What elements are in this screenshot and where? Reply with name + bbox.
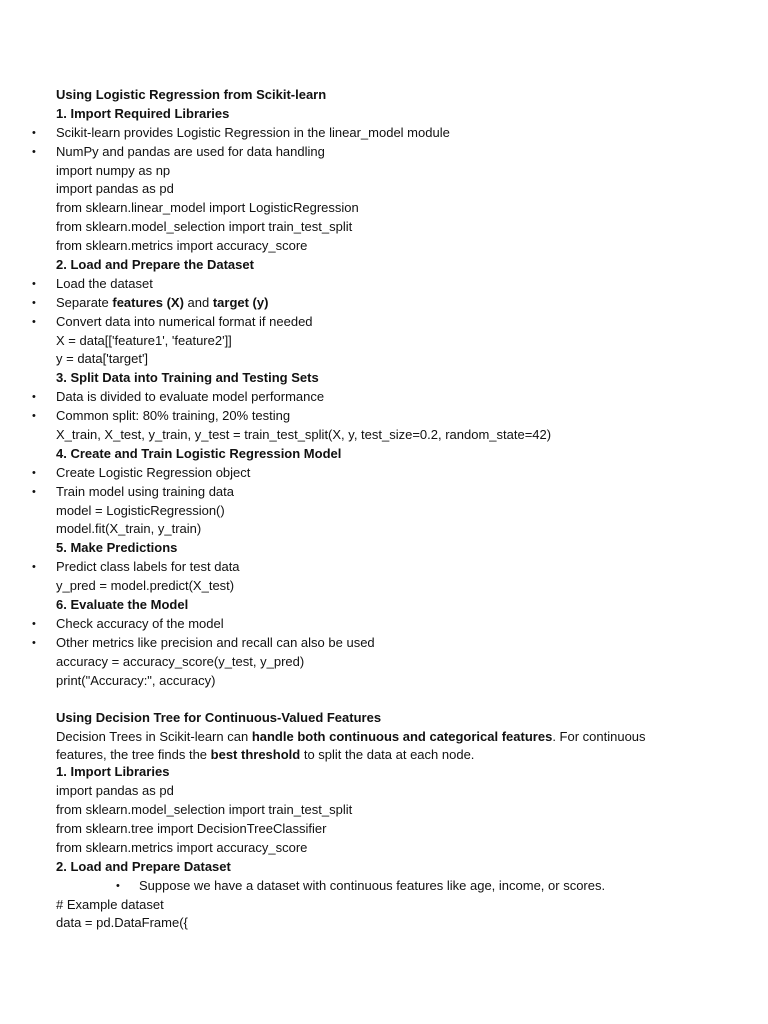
bullet-text: and — [183, 294, 213, 310]
code-line: model.fit(X_train, y_train) — [56, 521, 202, 537]
section-title: Using Logistic Regression from Scikit-learn — [56, 87, 327, 102]
bullet-item: • Convert data into numerical format if needed — [0, 313, 768, 332]
code-line: import pandas as pd — [56, 181, 174, 197]
bullet-item: • NumPy and pandas are used for data handling — [0, 143, 768, 162]
code-line: from sklearn.linear_model import LogisticRegression — [56, 200, 359, 216]
code-line: import numpy as np — [56, 162, 171, 178]
bullet-item: • Other metrics like precision and recall can also be used — [0, 634, 768, 653]
code-line: from sklearn.model_selection import train_test_split — [56, 219, 353, 235]
bullet-item: • Common split: 80% training, 20% testing — [0, 407, 768, 426]
code-line: accuracy = accuracy_score(y_test, y_pred) — [56, 653, 305, 669]
bullet-item: • Create Logistic Regression object — [0, 464, 768, 483]
step-heading: 2. Load and Prepare the Dataset — [56, 257, 254, 273]
para-text: . For continuous features, the tree finds the — [56, 729, 646, 762]
code-line: X = data[['feature1', 'feature2']] — [56, 332, 232, 348]
step-heading: 1. Import Libraries — [56, 764, 170, 780]
para-text: to split the data at each node. — [300, 746, 475, 762]
step-heading: 5. Make Predictions — [56, 540, 178, 556]
sub-bullet-item: • Suppose we have a dataset with continuous features like age, income, or scores. — [0, 877, 768, 896]
code-line: from sklearn.tree import DecisionTreeClassifier — [56, 820, 327, 836]
bullet-item: • Scikit-learn provides Logistic Regression in the linear_model module — [0, 124, 768, 143]
bullet-item — [0, 294, 768, 313]
bullet-item: • Predict class labels for test data — [0, 558, 768, 577]
step-heading: 4. Create and Train Logistic Regression Model — [56, 445, 342, 461]
code-line: data = pd.DataFrame({ — [56, 915, 188, 931]
step-heading: 3. Split Data into Training and Testing Sets — [56, 370, 319, 386]
code-line: y_pred = model.predict(X_test) — [56, 578, 235, 594]
code-line: y = data['target'] — [56, 351, 149, 367]
bullet-item: • Data is divided to evaluate model performance — [0, 388, 768, 407]
para-bold-text: best threshold — [210, 746, 301, 762]
step-heading: 2. Load and Prepare Dataset — [56, 858, 231, 874]
code-line: import pandas as pd — [56, 783, 174, 799]
code-line: print("Accuracy:", accuracy) — [56, 672, 216, 688]
bullet-item: • Train model using training data — [0, 483, 768, 502]
code-line: X_train, X_test, y_train, y_test = train_test_split(X, y, test_size=0.2, random_state=42) — [56, 427, 552, 443]
para-text: Decision Trees in Scikit-learn can — [56, 729, 252, 745]
document-page — [0, 86, 768, 933]
code-line: from sklearn.model_selection import train_test_split — [56, 802, 353, 818]
intro-paragraph — [0, 728, 696, 763]
para-bold-text: handle both continuous and categorical features — [251, 729, 553, 745]
code-line: # Example dataset — [56, 896, 164, 912]
step-heading: 1. Import Required Libraries — [56, 105, 230, 121]
section-spacer — [0, 691, 768, 710]
code-line: from sklearn.metrics import accuracy_score — [56, 839, 308, 855]
bullet-text: Separate — [56, 294, 113, 310]
step-heading: 6. Evaluate the Model — [56, 597, 189, 613]
code-line: from sklearn.metrics import accuracy_score — [56, 238, 308, 254]
bullet-bold-text: target (y) — [212, 294, 269, 310]
bullet-item: • Check accuracy of the model — [0, 615, 768, 634]
code-line: model = LogisticRegression() — [56, 502, 225, 518]
bullet-bold-text: features (X) — [112, 294, 184, 310]
section-title: Using Decision Tree for Continuous-Valued Features — [56, 710, 382, 726]
bullet-item: • Load the dataset — [0, 275, 768, 294]
